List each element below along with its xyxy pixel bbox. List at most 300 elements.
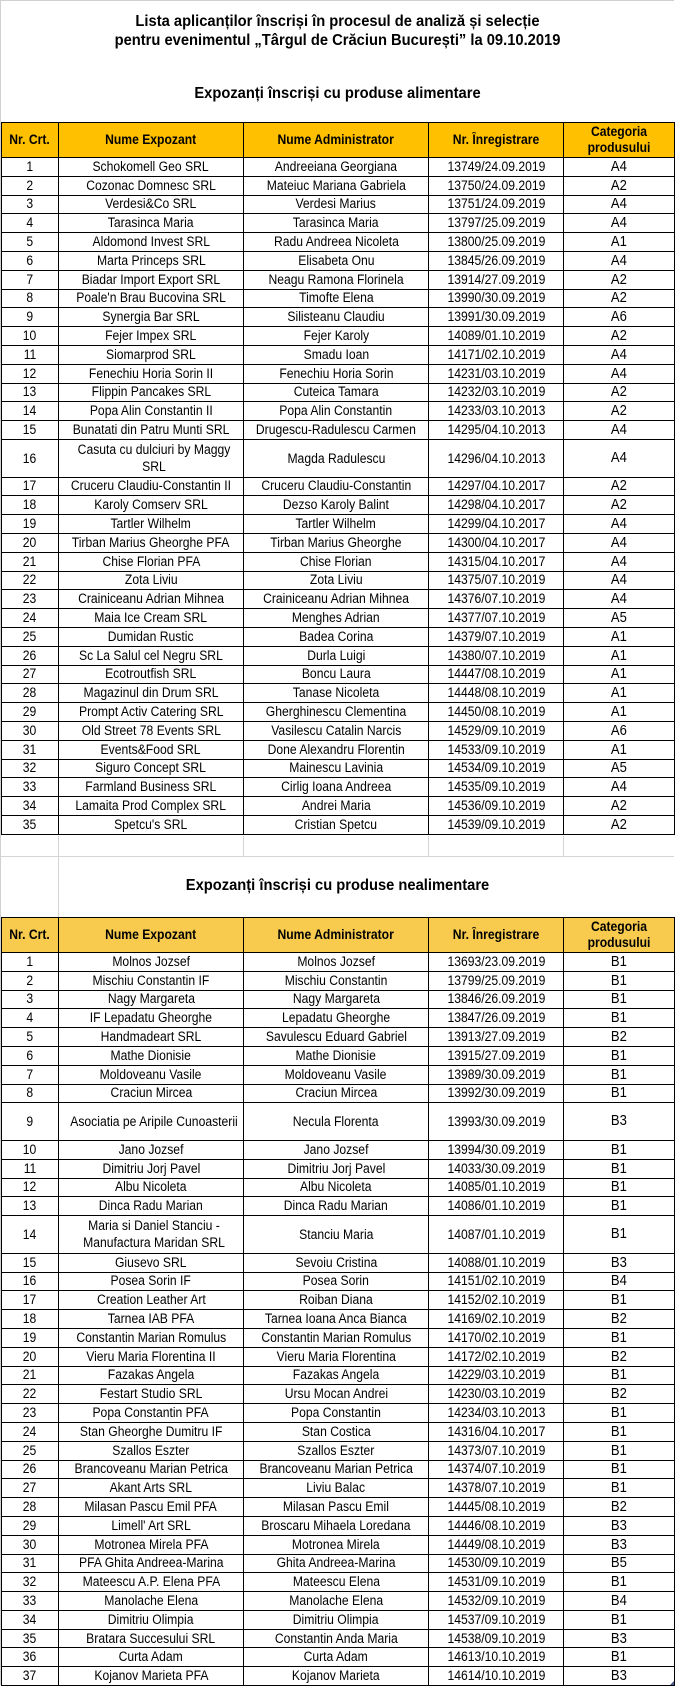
nr-crt-cell: 4 (2, 1009, 59, 1028)
table-row (2, 1347, 675, 1366)
nr-inregistrare-cell: 14532/09.10.2019 (429, 1592, 564, 1611)
nr-crt-cell: 1 (2, 158, 59, 177)
nume-expozant-cell: Flippin Pancakes SRL (59, 383, 244, 402)
categoria-cell: B3 (564, 1103, 675, 1141)
nr-inregistrare-cell: 14295/04.10.2013 (429, 421, 564, 440)
section-heading-food: Expozanți înscriși cu produse alimentare (194, 85, 481, 102)
nr-crt-cell: 26 (2, 646, 59, 665)
nr-crt-cell: 15 (2, 421, 59, 440)
nume-administrator-cell: Chise Florian (244, 552, 429, 571)
table-row (2, 251, 675, 270)
column-header-categoria: Categoria produsului (564, 123, 675, 158)
nume-expozant-cell: Fazakas Angela (59, 1366, 244, 1385)
nr-crt-cell: 34 (2, 1610, 59, 1629)
table-row (2, 176, 675, 195)
categoria-cell: A5 (564, 609, 675, 628)
categoria-cell: B1 (564, 1404, 675, 1423)
nr-inregistrare-cell: 14536/09.10.2019 (429, 797, 564, 816)
nume-expozant-cell: Dinca Radu Marian (59, 1197, 244, 1216)
nr-crt-cell: 18 (2, 1310, 59, 1329)
table-row (2, 1159, 675, 1178)
categoria-cell: B1 (564, 1479, 675, 1498)
categoria-cell: A2 (564, 477, 675, 496)
categoria-cell: A4 (564, 439, 675, 477)
table-row (2, 383, 675, 402)
nume-administrator-cell: Savulescu Eduard Gabriel (244, 1028, 429, 1047)
categoria-cell: B1 (564, 1460, 675, 1479)
categoria-cell: A4 (564, 552, 675, 571)
nume-expozant-cell: Albu Nicoleta (59, 1178, 244, 1197)
nume-expozant-cell: Maria si Daniel Stanciu - Manufactura Maridan SRL (59, 1216, 244, 1254)
table-row (2, 759, 675, 778)
nume-administrator-cell: Ghita Andreea-Marina (244, 1554, 429, 1573)
nr-inregistrare-cell: 14169/02.10.2019 (429, 1310, 564, 1329)
categoria-cell: B1 (564, 953, 675, 972)
nr-crt-cell: 24 (2, 1422, 59, 1441)
table-row (2, 439, 675, 477)
nume-administrator-cell: Cruceru Claudiu-Constantin (244, 477, 429, 496)
nr-crt-cell: 7 (2, 1065, 59, 1084)
nr-crt-cell: 25 (2, 1441, 59, 1460)
nr-inregistrare-cell: 14298/04.10.2017 (429, 496, 564, 515)
nr-crt-cell: 33 (2, 778, 59, 797)
table-row (2, 402, 675, 421)
column-header-nume-administrator: Nume Administrator (244, 123, 429, 158)
table-row (2, 1422, 675, 1441)
nr-inregistrare-cell: 13750/24.09.2019 (429, 176, 564, 195)
categoria-cell: B1 (564, 1216, 675, 1254)
categoria-cell: B2 (564, 1028, 675, 1047)
nr-inregistrare-cell: 13915/27.09.2019 (429, 1046, 564, 1065)
nr-crt-cell: 17 (2, 1291, 59, 1310)
nume-administrator-cell: Done Alexandru Florentin (244, 740, 429, 759)
table-row (2, 1498, 675, 1517)
nume-expozant-cell: Lamaita Prod Complex SRL (59, 797, 244, 816)
nume-administrator-cell: Mainescu Lavinia (244, 759, 429, 778)
nume-expozant-cell: Sc La Salul cel Negru SRL (59, 646, 244, 665)
nume-administrator-cell: Curta Adam (244, 1648, 429, 1667)
categoria-cell: B2 (564, 1385, 675, 1404)
nr-inregistrare-cell: 14446/08.10.2019 (429, 1516, 564, 1535)
table-row (2, 1667, 675, 1686)
nume-administrator-cell: Motronea Mirela (244, 1535, 429, 1554)
table-row (2, 684, 675, 703)
nr-crt-cell: 1 (2, 953, 59, 972)
nume-expozant-cell: Tartler Wilhelm (59, 515, 244, 534)
nume-expozant-cell: Maia Ice Cream SRL (59, 609, 244, 628)
nume-expozant-cell: Molnos Jozsef (59, 953, 244, 972)
categoria-cell: A4 (564, 571, 675, 590)
food-exhibitors-table (1, 122, 675, 835)
nr-inregistrare-cell: 14533/09.10.2019 (429, 740, 564, 759)
nr-inregistrare-cell: 14231/03.10.2019 (429, 364, 564, 383)
nr-inregistrare-cell: 13797/25.09.2019 (429, 214, 564, 233)
nr-crt-cell: 22 (2, 571, 59, 590)
nume-expozant-cell: Tarasinca Maria (59, 214, 244, 233)
table-row (2, 421, 675, 440)
table-row (2, 665, 675, 684)
nume-administrator-cell: Radu Andreea Nicoleta (244, 233, 429, 252)
table-row (2, 308, 675, 327)
nr-crt-cell: 5 (2, 233, 59, 252)
categoria-cell: A1 (564, 740, 675, 759)
nume-expozant-cell: Constantin Marian Romulus (59, 1328, 244, 1347)
nume-administrator-cell: Craciun Mircea (244, 1084, 429, 1103)
nume-administrator-cell: Crainiceanu Adrian Mihnea (244, 590, 429, 609)
nume-administrator-cell: Jano Jozsef (244, 1140, 429, 1159)
nume-expozant-cell: Szallos Eszter (59, 1441, 244, 1460)
categoria-cell: A2 (564, 176, 675, 195)
table-row (2, 1328, 675, 1347)
nr-inregistrare-cell: 13846/26.09.2019 (429, 990, 564, 1009)
nume-expozant-cell: Giusevo SRL (59, 1253, 244, 1272)
nume-administrator-cell: Stan Costica (244, 1422, 429, 1441)
nr-crt-cell: 9 (2, 1103, 59, 1141)
table-row (2, 797, 675, 816)
nume-administrator-cell: Ursu Mocan Andrei (244, 1385, 429, 1404)
column-header-nr-crt: Nr. Crt. (2, 918, 59, 953)
food-table-body (2, 158, 675, 835)
table-row (2, 1253, 675, 1272)
nr-inregistrare-cell: 14380/07.10.2019 (429, 646, 564, 665)
table-row (2, 515, 675, 534)
nume-administrator-cell: Menghes Adrian (244, 609, 429, 628)
nr-inregistrare-cell: 14535/09.10.2019 (429, 778, 564, 797)
nr-inregistrare-cell: 14448/08.10.2019 (429, 684, 564, 703)
nume-administrator-cell: Cirlig Ioana Andreea (244, 778, 429, 797)
nume-administrator-cell: Dimitriu Jorj Pavel (244, 1159, 429, 1178)
categoria-cell: B1 (564, 990, 675, 1009)
nume-administrator-cell: Mateescu Elena (244, 1573, 429, 1592)
nume-expozant-cell: Posea Sorin IF (59, 1272, 244, 1291)
nume-expozant-cell: IF Lepadatu Gheorghe (59, 1009, 244, 1028)
column-header-categoria: Categoria produsului (564, 918, 675, 953)
nr-crt-cell: 30 (2, 1535, 59, 1554)
nume-expozant-cell: Limell' Art SRL (59, 1516, 244, 1535)
nume-administrator-cell: Zota Liviu (244, 571, 429, 590)
table-row (2, 1460, 675, 1479)
nume-expozant-cell: Biadar Import Export SRL (59, 270, 244, 289)
nr-crt-cell: 18 (2, 496, 59, 515)
nr-inregistrare-cell: 14151/02.10.2019 (429, 1272, 564, 1291)
nume-administrator-cell: Neagu Ramona Florinela (244, 270, 429, 289)
nume-expozant-cell: Popa Alin Constantin II (59, 402, 244, 421)
nr-crt-cell: 16 (2, 1272, 59, 1291)
table-row (2, 1028, 675, 1047)
nr-inregistrare-cell: 13990/30.09.2019 (429, 289, 564, 308)
nume-expozant-cell: Fenechiu Horia Sorin II (59, 364, 244, 383)
nume-administrator-cell: Stanciu Maria (244, 1216, 429, 1254)
table-row (2, 1516, 675, 1535)
categoria-cell: A4 (564, 158, 675, 177)
table-row (2, 1310, 675, 1329)
nume-administrator-cell: Tarnea Ioana Anca Bianca (244, 1310, 429, 1329)
table-row (2, 971, 675, 990)
nr-crt-cell: 10 (2, 1140, 59, 1159)
nume-expozant-cell: Brancoveanu Marian Petrica (59, 1460, 244, 1479)
table-row (2, 1084, 675, 1103)
nr-inregistrare-cell: 13992/30.09.2019 (429, 1084, 564, 1103)
nr-inregistrare-cell: 14445/08.10.2019 (429, 1498, 564, 1517)
nr-crt-cell: 6 (2, 1046, 59, 1065)
nume-administrator-cell: Durla Luigi (244, 646, 429, 665)
nume-expozant-cell: Dumidan Rustic (59, 627, 244, 646)
table-row (2, 609, 675, 628)
categoria-cell: B1 (564, 1648, 675, 1667)
nonfood-exhibitors-table (1, 917, 675, 1686)
nume-administrator-cell: Popa Constantin (244, 1404, 429, 1423)
nume-expozant-cell: Cruceru Claudiu-Constantin II (59, 477, 244, 496)
categoria-cell: B1 (564, 1084, 675, 1103)
nume-administrator-cell: Nagy Margareta (244, 990, 429, 1009)
nume-administrator-cell: Magda Radulescu (244, 439, 429, 477)
categoria-cell: A4 (564, 345, 675, 364)
column-header-nume-expozant: Nume Expozant (59, 123, 244, 158)
categoria-cell: B1 (564, 1422, 675, 1441)
table-row (2, 1046, 675, 1065)
categoria-cell: A4 (564, 778, 675, 797)
nume-expozant-cell: Prompt Activ Catering SRL (59, 703, 244, 722)
nr-crt-cell: 11 (2, 345, 59, 364)
nume-administrator-cell: Vasilescu Catalin Narcis (244, 721, 429, 740)
nr-inregistrare-cell: 14613/10.10.2019 (429, 1648, 564, 1667)
nr-inregistrare-cell: 13991/30.09.2019 (429, 308, 564, 327)
nr-crt-cell: 12 (2, 1178, 59, 1197)
categoria-cell: B3 (564, 1253, 675, 1272)
categoria-cell: B4 (564, 1272, 675, 1291)
nr-inregistrare-cell: 14447/08.10.2019 (429, 665, 564, 684)
categoria-cell: A1 (564, 684, 675, 703)
nume-expozant-cell: Siomarprod SRL (59, 345, 244, 364)
grid-line (428, 836, 429, 857)
nume-administrator-cell: Constantin Marian Romulus (244, 1328, 429, 1347)
nr-inregistrare-cell: 14377/07.10.2019 (429, 609, 564, 628)
nr-crt-cell: 22 (2, 1385, 59, 1404)
nume-expozant-cell: Synergia Bar SRL (59, 308, 244, 327)
grid-line (243, 836, 244, 857)
nume-administrator-cell: Elisabeta Onu (244, 251, 429, 270)
nume-expozant-cell: Curta Adam (59, 1648, 244, 1667)
nume-administrator-cell: Tartler Wilhelm (244, 515, 429, 534)
nume-administrator-cell: Fenechiu Horia Sorin (244, 364, 429, 383)
nr-crt-cell: 9 (2, 308, 59, 327)
nume-expozant-cell: Jano Jozsef (59, 1140, 244, 1159)
categoria-cell: B3 (564, 1629, 675, 1648)
categoria-cell: A4 (564, 515, 675, 534)
nr-crt-cell: 21 (2, 1366, 59, 1385)
table-row (2, 1610, 675, 1629)
table-row (2, 778, 675, 797)
nr-inregistrare-cell: 13749/24.09.2019 (429, 158, 564, 177)
nr-crt-cell: 17 (2, 477, 59, 496)
categoria-cell: B1 (564, 1328, 675, 1347)
nr-crt-cell: 31 (2, 740, 59, 759)
empty-spacer-row (1, 836, 674, 857)
table-row (2, 703, 675, 722)
categoria-cell: B1 (564, 971, 675, 990)
nume-expozant-cell: Siguro Concept SRL (59, 759, 244, 778)
nr-crt-cell: 19 (2, 1328, 59, 1347)
nume-administrator-cell: Szallos Eszter (244, 1441, 429, 1460)
column-header-nr-crt: Nr. Crt. (2, 123, 59, 158)
nume-expozant-cell: Events&Food SRL (59, 740, 244, 759)
nr-inregistrare-cell: 14539/09.10.2019 (429, 815, 564, 834)
nr-inregistrare-cell: 13847/26.09.2019 (429, 1009, 564, 1028)
nr-inregistrare-cell: 14033/30.09.2019 (429, 1159, 564, 1178)
nr-crt-cell: 2 (2, 176, 59, 195)
nr-crt-cell: 34 (2, 797, 59, 816)
nr-crt-cell: 33 (2, 1592, 59, 1611)
categoria-cell: B2 (564, 1347, 675, 1366)
table-row (2, 1592, 675, 1611)
nr-inregistrare-cell: 14379/07.10.2019 (429, 627, 564, 646)
categoria-cell: A2 (564, 289, 675, 308)
nume-expozant-cell: Handmadeart SRL (59, 1028, 244, 1047)
table-row (2, 1554, 675, 1573)
categoria-cell: A2 (564, 797, 675, 816)
nume-expozant-cell: Popa Constantin PFA (59, 1404, 244, 1423)
nr-inregistrare-cell: 14530/09.10.2019 (429, 1554, 564, 1573)
nume-expozant-cell: Nagy Margareta (59, 990, 244, 1009)
nume-administrator-cell: Sevoiu Cristina (244, 1253, 429, 1272)
nr-inregistrare-cell: 14614/10.10.2019 (429, 1667, 564, 1686)
nr-crt-cell: 25 (2, 627, 59, 646)
nume-administrator-cell: Dinca Radu Marian (244, 1197, 429, 1216)
table-row (2, 195, 675, 214)
grid-line (563, 836, 564, 857)
nr-crt-cell: 35 (2, 1629, 59, 1648)
nr-inregistrare-cell: 13799/25.09.2019 (429, 971, 564, 990)
table-row (2, 496, 675, 515)
nr-inregistrare-cell: 14085/01.10.2019 (429, 1178, 564, 1197)
column-header-nume-expozant: Nume Expozant (59, 918, 244, 953)
categoria-cell: B1 (564, 1291, 675, 1310)
categoria-cell: B1 (564, 1009, 675, 1028)
table-row (2, 158, 675, 177)
categoria-cell: A2 (564, 815, 675, 834)
categoria-cell: A1 (564, 665, 675, 684)
categoria-cell: A4 (564, 195, 675, 214)
nr-inregistrare-cell: 14376/07.10.2019 (429, 590, 564, 609)
nume-expozant-cell: Bratara Succesului SRL (59, 1629, 244, 1648)
column-header-nume-administrator: Nume Administrator (244, 918, 429, 953)
nr-inregistrare-cell: 14230/03.10.2019 (429, 1385, 564, 1404)
nume-administrator-cell: Silisteanu Claudiu (244, 308, 429, 327)
nume-expozant-cell: Old Street 78 Events SRL (59, 721, 244, 740)
categoria-cell: B1 (564, 1610, 675, 1629)
table-row (2, 327, 675, 346)
table-row (2, 1535, 675, 1554)
nume-expozant-cell: Crainiceanu Adrian Mihnea (59, 590, 244, 609)
nume-expozant-cell: Moldoveanu Vasile (59, 1065, 244, 1084)
categoria-cell: A5 (564, 759, 675, 778)
nume-administrator-cell: Dezso Karoly Balint (244, 496, 429, 515)
nume-administrator-cell: Tanase Nicoleta (244, 684, 429, 703)
table-header-row (2, 918, 675, 953)
nume-administrator-cell: Lepadatu Gheorghe (244, 1009, 429, 1028)
nume-administrator-cell: Molnos Jozsef (244, 953, 429, 972)
nr-crt-cell: 28 (2, 684, 59, 703)
nume-expozant-cell: Craciun Mircea (59, 1084, 244, 1103)
nr-inregistrare-cell: 13994/30.09.2019 (429, 1140, 564, 1159)
nume-expozant-cell: Karoly Comserv SRL (59, 496, 244, 515)
nr-inregistrare-cell: 14449/08.10.2019 (429, 1535, 564, 1554)
nume-expozant-cell: Tirban Marius Gheorghe PFA (59, 533, 244, 552)
table-row (2, 477, 675, 496)
table-row (2, 289, 675, 308)
nr-crt-cell: 10 (2, 327, 59, 346)
nr-inregistrare-cell: 14299/04.10.2017 (429, 515, 564, 534)
nume-expozant-cell: Dimitriu Jorj Pavel (59, 1159, 244, 1178)
table-row (2, 1366, 675, 1385)
nr-crt-cell: 31 (2, 1554, 59, 1573)
nume-administrator-cell: Gherghinescu Clementina (244, 703, 429, 722)
nume-expozant-cell: Mischiu Constantin IF (59, 971, 244, 990)
table-header-row (2, 123, 675, 158)
nr-crt-cell: 13 (2, 1197, 59, 1216)
categoria-cell: B2 (564, 1498, 675, 1517)
nume-administrator-cell: Brancoveanu Marian Petrica (244, 1460, 429, 1479)
table-row (2, 740, 675, 759)
nume-administrator-cell: Badea Corina (244, 627, 429, 646)
nr-inregistrare-cell: 14087/01.10.2019 (429, 1216, 564, 1254)
categoria-cell: A6 (564, 308, 675, 327)
categoria-cell: B3 (564, 1535, 675, 1554)
categoria-cell: B1 (564, 1366, 675, 1385)
categoria-cell: A4 (564, 364, 675, 383)
categoria-cell: B1 (564, 1573, 675, 1592)
table-row (2, 990, 675, 1009)
nr-crt-cell: 8 (2, 289, 59, 308)
title-line-2: pentru evenimentul „Târgul de Crăciun București” la 09.10.2019 (114, 32, 561, 49)
categoria-cell: B5 (564, 1554, 675, 1573)
nr-inregistrare-cell: 14229/03.10.2019 (429, 1366, 564, 1385)
categoria-cell: B4 (564, 1592, 675, 1611)
nume-expozant-cell: Motronea Mirela PFA (59, 1535, 244, 1554)
table-row (2, 1178, 675, 1197)
nr-inregistrare-cell: 13913/27.09.2019 (429, 1028, 564, 1047)
nume-expozant-cell: Magazinul din Drum SRL (59, 684, 244, 703)
nume-administrator-cell: Constantin Anda Maria (244, 1629, 429, 1648)
nr-inregistrare-cell: 14374/07.10.2019 (429, 1460, 564, 1479)
nr-inregistrare-cell: 14538/09.10.2019 (429, 1629, 564, 1648)
nr-inregistrare-cell: 14296/04.10.2013 (429, 439, 564, 477)
nr-inregistrare-cell: 13993/30.09.2019 (429, 1103, 564, 1141)
nume-administrator-cell: Cristian Spetcu (244, 815, 429, 834)
nr-crt-cell: 2 (2, 971, 59, 990)
nume-administrator-cell: Roiban Diana (244, 1291, 429, 1310)
nr-inregistrare-cell: 14152/02.10.2019 (429, 1291, 564, 1310)
nr-crt-cell: 20 (2, 1347, 59, 1366)
nr-crt-cell: 14 (2, 402, 59, 421)
nr-inregistrare-cell: 13751/24.09.2019 (429, 195, 564, 214)
table-row (2, 1197, 675, 1216)
column-header-nr-inregistrare: Nr. Înregistrare (429, 918, 564, 953)
nume-expozant-cell: Zota Liviu (59, 571, 244, 590)
nr-crt-cell: 16 (2, 439, 59, 477)
nume-expozant-cell: Casuta cu dulciuri by Maggy SRL (59, 439, 244, 477)
categoria-cell: A4 (564, 251, 675, 270)
nume-expozant-cell: Verdesi&Co SRL (59, 195, 244, 214)
nr-crt-cell: 3 (2, 990, 59, 1009)
nr-crt-cell: 32 (2, 759, 59, 778)
table-row (2, 364, 675, 383)
nr-inregistrare-cell: 14171/02.10.2019 (429, 345, 564, 364)
nume-expozant-cell: Mateescu A.P. Elena PFA (59, 1573, 244, 1592)
nr-inregistrare-cell: 14373/07.10.2019 (429, 1441, 564, 1460)
resize-grip-icon (670, 1681, 674, 1685)
document-title (27, 12, 648, 50)
